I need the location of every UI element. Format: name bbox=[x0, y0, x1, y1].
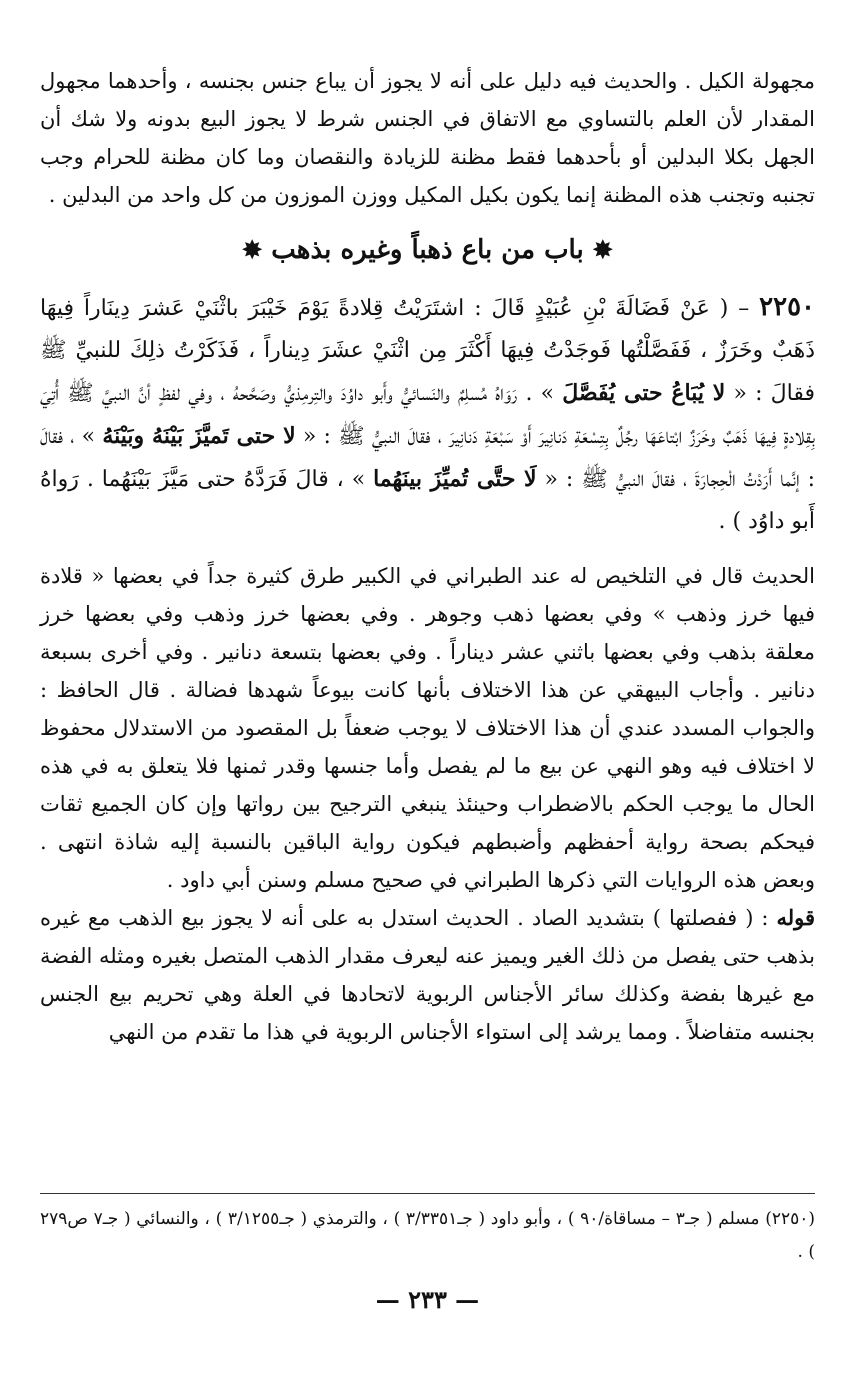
hadith-part: » . رَوَاهُ مُسلِمٌ والنَسائيُّ وأَبو داوُدَ والتِرمِذيُّ وصَحَّحهُ ، وفي لفظٍ أنَّ النبيَّ ﷺ أُتِيَ بِقِلادةٍ فِيهَا ذَهَبٌ وخَرَزٌ ابْتاعَهَا رجُلٌ بِتِسْعَةِ دَنانِيرَ أَوْ سَبْعَةِ دَنانِيرَ ، فقالَ النبيُّ ﷺ : « bbox=[40, 381, 815, 449]
page-number: — ٢٣٣ — bbox=[375, 1285, 480, 1314]
hadith-part: – ( عَنْ فَضَالَةَ بْنِ عُبَيْدٍ قَالَ : اشتَرَيْتُ قِلادةً يَوْمَ خَيْبَرَ باثْنَيْ عَشرَ دِينَاراً فِيهَا ذَهَبٌ وخَرَزٌ ، فَفَصَّلْتُها فَوجَدْتُ فِيهَا أَكْثَرَ مِن اثْنَيْ عشَرَ دِيناراً ، فَذَكَرْتُ ذلِكَ للنبيِّ ﷺ فقالَ : « bbox=[40, 296, 816, 406]
footnote-divider bbox=[40, 1193, 815, 1194]
star-ornament-icon: ✸ bbox=[592, 235, 613, 264]
explanation-label: قوله bbox=[776, 905, 815, 930]
prophet-quote: لا حتى تَميَّزَ بَيْنَهُ وبَيْنَهُ bbox=[102, 423, 296, 449]
footnote: (٢٢٥٠) مسلم ( جـ٣ – مساقاة/٩٠ ) ، وأبو داود ( جـ٣/٣٣٥١ ) ، والترمذي ( جـ٣/١٢٥٥ ) ، والنسائي ( جـ٧ ص٢٧٩ ) . bbox=[40, 1209, 816, 1262]
hadith-text bbox=[40, 286, 815, 543]
hadith-part: » ، قالَ فَرَدَّهُ حتى مَيَّزَ بَيْنَهُما . رَواهُ أَبو داوُد ) . bbox=[40, 467, 815, 534]
chapter-heading bbox=[40, 228, 815, 272]
explanation-paragraph bbox=[40, 899, 815, 1051]
prophet-quote: لَا حتَّى تُميِّزَ بينَهُما bbox=[373, 466, 537, 492]
hadith-part: » ، فقالَ : إنَّما أَرَدْتُ الْحِجارَةَ ، فقالَ النبيُّ ﷺ : « bbox=[40, 424, 815, 492]
intro-paragraph: مجهولة الكيل . والحديث فيه دليل على أنه لا يجوز أن يباع جنس بجنسه ، وأحدهما مجهول المقدار لأن العلم بالتساوي مع الاتفاق في الجنس شرط لا يجوز البيع بدونه ولا شك أن الجهل بكلا البدلين أو بأحدهما فقط مظنة للزيادة والنقصان وما كان مظنة للحرام وجب تجنبه وتجنب هذه المظنة إنما يكون بكيل المكيل ووزن الموزون من كل واحد من البدلين . bbox=[40, 69, 815, 207]
prophet-quote: لا يُبَاعُ حتى يُفَصَّلَ bbox=[562, 380, 726, 406]
star-ornament-icon: ✸ bbox=[242, 235, 263, 264]
hadith-number: ٢٢٥٠ bbox=[759, 292, 815, 322]
explanation-text: : ( ففصلتها ) بتشديد الصاد . الحديث استدل به على أنه لا يجوز بيع الذهب مع غيره بذهب حتى يفصل من ذلك الغير ويميز عنه ليعرف مقدار الذهب المتصل بغيره ومثله الفضة مع غيرها بفضة وكذلك سائر الأجناس الربوية لاتحادها في العلة وهي تحريم بيع الجنس بجنسه متفاضلاً . ومما يرشد إلى استواء الأجناس الربوية في هذا ما تقدم من النهي bbox=[40, 906, 815, 1044]
commentary-paragraph: الحديث قال في التلخيص له عند الطبراني في الكبير طرق كثيرة جداً في بعضها « قلادة فيها خرز وذهب » وفي بعضها ذهب وجوهر . وفي بعضها خرز وذهب وفي بعضها خرز معلقة بذهب وفي بعضها باثني عشر ديناراً . وفي بعضها بتسعة دنانير . وفي أخرى بسبعة دنانير . وأجاب البيهقي عن هذا الاختلاف بأنها كانت بيوعاً شهدها فضالة . قال الحافظ : والجواب المسدد عندي أن هذا الاختلاف لا يوجب ضعفاً بل المقصود من الاستدلال محفوظ لا اختلاف فيه وهو النهي عن بيع ما لم يفصل وأما جنسها وقدر ثمنها فلا يتعلق به في هذه الحال ما يوجب الحكم بالاضطراب وحينئذ ينبغي الترجيح بين رواتها وإن كان الجميع ثقات فيحكم بصحة رواية أحفظهم وأضبطهم فيكون رواية الباقين بالنسبة إليه شاذة انتهى . وبعض هذه الروايات التي ذكرها الطبراني في صحيح مسلم وسنن أبي داود . bbox=[40, 564, 815, 892]
chapter-title: باب من باع ذهباً وغيره بذهب bbox=[271, 235, 584, 265]
